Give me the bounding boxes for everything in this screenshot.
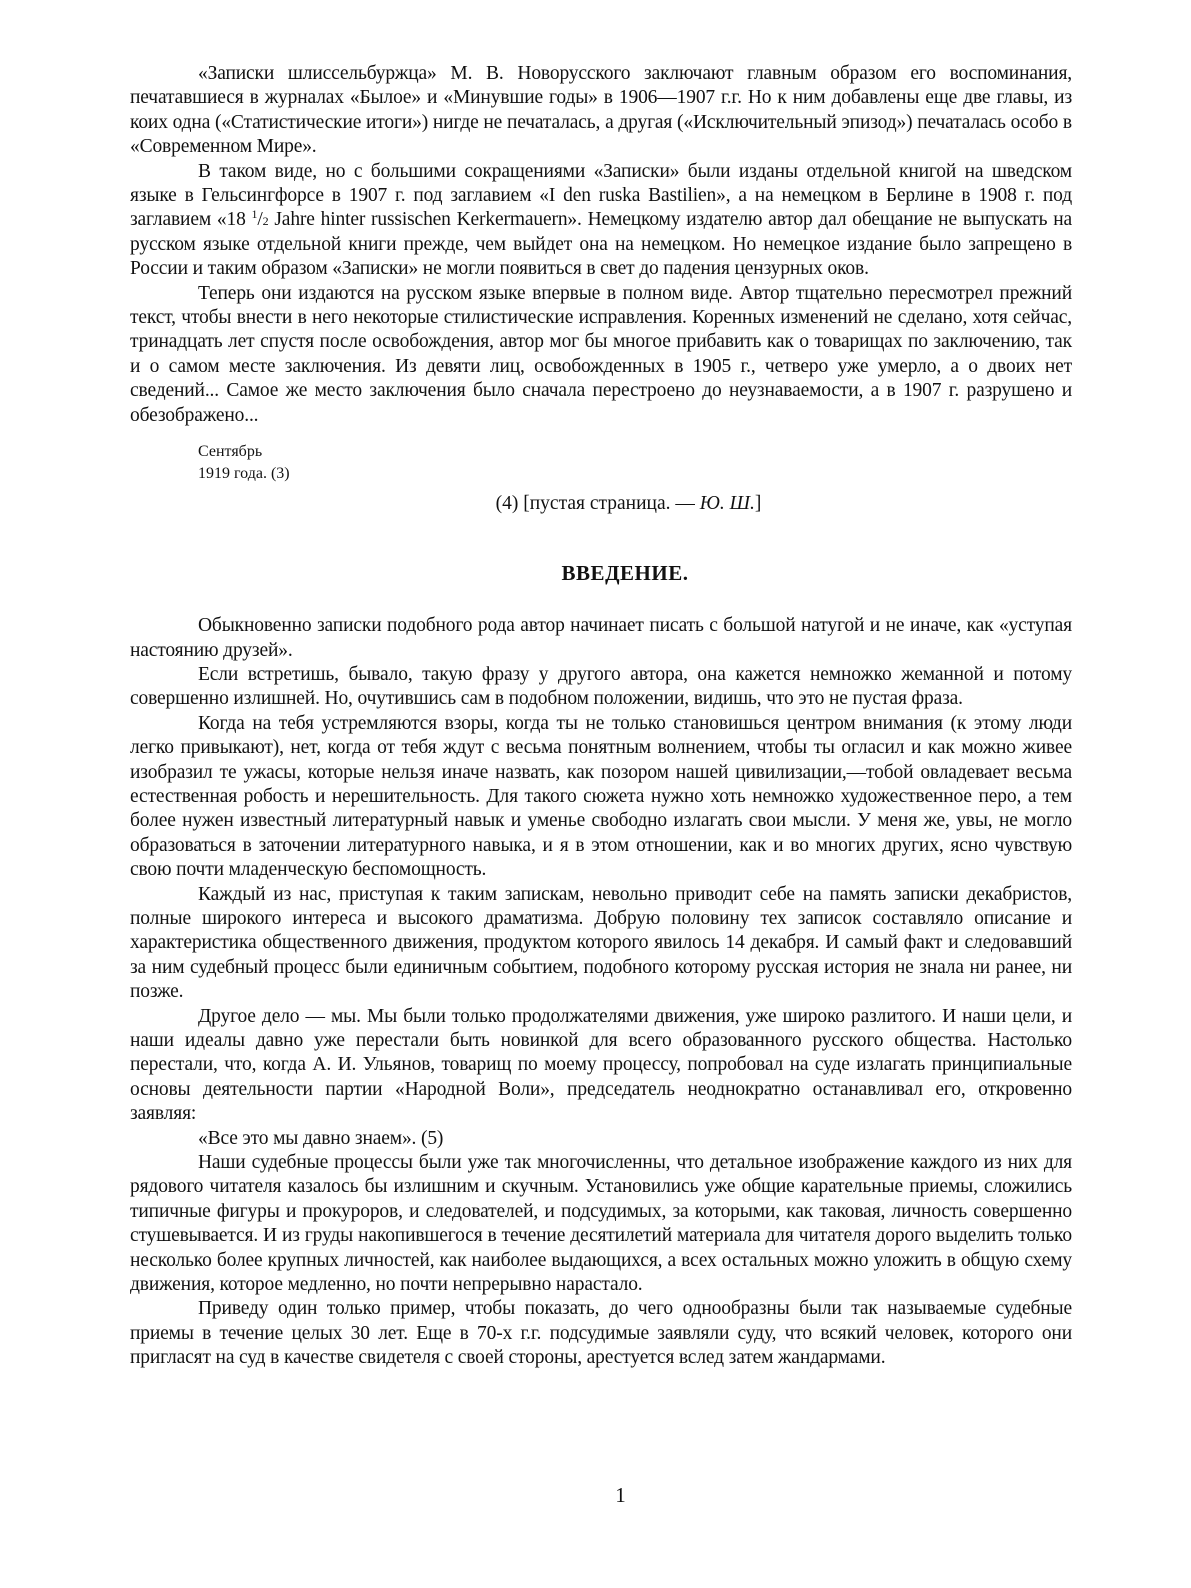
page-number: 1 bbox=[615, 1483, 626, 1507]
blank-page-note-text: (4) [пустая страница. — bbox=[495, 493, 700, 515]
fraction-numerator: 1 bbox=[251, 207, 258, 222]
introduction-paragraph: Другое дело — мы. Мы были только продолжателями движения, уже широко разлитого. И наши цели, и наши идеалы давно уже перестали быть новинкой для всего образованного русского общества. Настолько перестали, что, когда А. И. Ульянов, товарищ по моему процессу, попробовал на суде излагать принципиальные основы деятельности партии «Народной Воли», председатель неоднократно останавливал его, откровенно заявляя: bbox=[130, 1005, 1072, 1125]
preface-paragraph-translations bbox=[130, 160, 1072, 282]
introduction-paragraph: Обыкновенно записки подобного рода автор начинает писать с большой натугой и не иначе, как «уступая настоянию друзей». bbox=[130, 615, 1072, 661]
introduction-heading: ВВЕДЕНИЕ. bbox=[561, 561, 689, 586]
blank-page-note bbox=[130, 492, 1072, 516]
fraction-denominator: 2 bbox=[262, 214, 269, 229]
document-page bbox=[130, 62, 1072, 1371]
signature-year: 1919 года. (3) bbox=[198, 465, 290, 483]
blank-page-note-close: ] bbox=[754, 493, 762, 515]
introduction-quote: «Все это мы давно знаем». (5) bbox=[198, 1127, 444, 1149]
introduction-paragraph: Если встретишь, бывало, такую фразу у другого автора, она кажется немножко жеманной и потому совершенно излишней. Но, очутившись сам в подобном положении, видишь, что это не пустая фраза. bbox=[130, 663, 1072, 710]
introduction-paragraph: Наши судебные процессы были уже так многочисленны, что детальное изображение каждого из них для рядового читателя казалось бы излишним и скучным. Установились уже общие карательные приемы, сложились типичные фигуры и прокуроров, и следователей, и подсудимых, за которыми, как таковая, личность совершенно стушевывается. И из груды накопившегося в течение десятилетий материала для читателя дорого выделить только несколько более крупных личностей, как наиболее выдающихся, а всех остальных можно уложить в общую схему движения, которое медленно, но почти непрерывно нарастало. bbox=[130, 1152, 1072, 1296]
preface-paragraph-2: Теперь они издаются на русском языке впервые в полном виде. Автор тщательно пересмотрел прежний текст, чтобы внести в него некоторые стилистические исправления. Коренных изменений не сделано, хотя сейчас, тринадцать лет спустя после освобождения, автор мог бы многое прибавить как о товарищах по заключению, так и о самом месте заключения. Из девяти лиц, освобожденных в 1905 г., четверо уже умерло, а о двоих нет сведений... Самое же место заключения было сначала перестроено до неузнаваемости, а в 1907 г. разрушено и обезображено... bbox=[130, 282, 1072, 426]
preface-paragraph-1: «Записки шлиссельбуржца» М. В. Новорусского заключают главным образом его воспоминания, печатавшиеся в журналах «Былое» и «Минувшие годы» в 1906—1907 г.г. Но к ним добавлены еще две главы, из коих одна («Статистические итоги») нигде не печаталась, а другая («Исключительный эпизод») печаталась особо в «Современном Мире». bbox=[130, 63, 1072, 158]
introduction-paragraph: Приведу один только пример, чтобы показать, до чего однообразны были так называемые судебные приемы в течение целых 30 лет. Еще в 70-х г.г. подсудимые заявляли суду, что всякий человек, которого они пригласят на суд в качестве свидетеля с своей стороны, арестуется вслед затем жандармами. bbox=[130, 1298, 1072, 1369]
introduction-paragraph: Когда на тебя устремляются взоры, когда ты не только становишься центром внимания (к этому люди легко привыкают), нет, когда от тебя ждут с весьма понятным волнением, чтобы ты огласил и как можно живее изобразил те ужасы, которые нельзя иначе назвать, как позором нашей цивилизации,—тобой овладевает весьма естественная робость и нерешительность. Для такого сюжета нужно хоть немножко художественное перо, а тем более нужен известный литературный навык и уменье свободно излагать свои мысли. У меня же, увы, не могло образоваться в заточении литературного навыка, и я в этом отношении, как и во многих других, ясно чувствую свою почти младенческую беспомощность. bbox=[130, 712, 1072, 881]
introduction-paragraph: Каждый из нас, приступая к таким запискам, невольно приводит себе на память записки декабристов, полные широкого интереса и высокого драматизма. Добрую половину тех записок составляло описание и характеристика общественного движения, продуктом которого явилось 14 декабря. И самый факт и следовавший за ним судебный процесс были единичным событием, подобного которому русская история не знала ни ранее, ни позже. bbox=[130, 883, 1072, 1003]
preface-paragraph-translations-part-2: Jahre hinter russischen Kerkermauern». Немецкому издателю автор дал обещание не выпускать на русском языке отдельной книги прежде, чем выйдет она на немецком. Но немецкое издание было запрещено в России и таким образом «Записки» не могли появиться в свет до падения цензурных оков. bbox=[130, 209, 1072, 280]
introduction-body bbox=[130, 614, 1072, 1371]
blank-page-note-initials: Ю. Ш. bbox=[699, 493, 755, 515]
preface-signature bbox=[198, 441, 1072, 485]
preface-paragraph-translations-part-1: В таком виде, но с большими сокращениями «Записки» были изданы отдельной книгой на шведском языке в Гельсингфорсе в 1907 г. под заглавием «I den ruska Bastilien», а на немецком в Берлине в 1908 г. под заглавием «18 bbox=[130, 160, 1072, 231]
signature-month: Сентябрь bbox=[198, 443, 263, 461]
fraction-slash: / bbox=[257, 209, 263, 231]
